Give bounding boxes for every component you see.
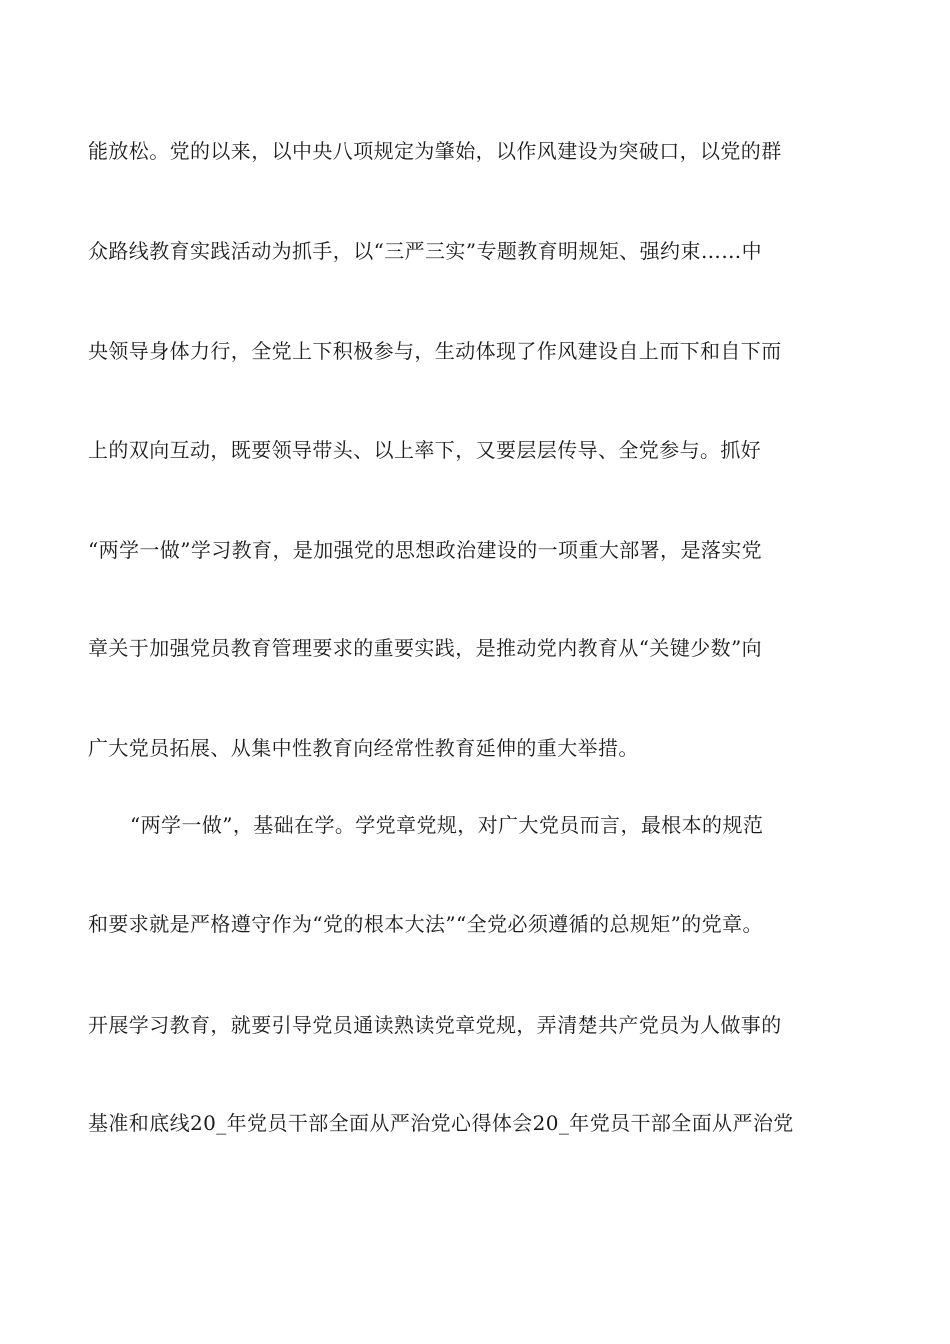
paragraph-line-11: 基准和底线20_年党员干部全面从严治党心得体会20_年党员干部全面从严治党 [88,1111,794,1135]
paragraph-line-5: “两学一做”学习教育，是加强党的思想政治建设的一项重大部署，是落实党 [88,538,763,562]
paragraph-line-8: “两学一做”，基础在学。学党章党规，对广大党员而言，最根本的规范 [130,813,764,837]
paragraph-line-1: 能放松。党的以来，以中央八项规定为肇始，以作风建设为突破口，以党的群 [88,139,782,163]
paragraph-line-7: 广大党员拓展、从集中性教育向经常性教育延伸的重大举措。 [88,736,639,760]
paragraph-line-10: 开展学习教育，就要引导党员通读熟读党章党规，弄清楚共产党员为人做事的 [88,1013,782,1037]
paragraph-line-2: 众路线教育实践活动为抓手，以“三严三实”专题教育明规矩、强约束……中 [88,239,763,263]
paragraph-line-9: 和要求就是严格遵守作为“党的根本大法”“全党必须遵循的总规矩”的党章。 [88,912,763,936]
paragraph-line-4: 上的双向互动，既要领导带头、以上率下，又要层层传导、全党参与。抓好 [88,438,762,462]
paragraph-line-6: 章关于加强党员教育管理要求的重要实践，是推动党内教育从“关键少数”向 [88,636,763,660]
paragraph-line-3: 央领导身体力行，全党上下积极参与，生动体现了作风建设自上而下和自下而 [88,339,782,363]
